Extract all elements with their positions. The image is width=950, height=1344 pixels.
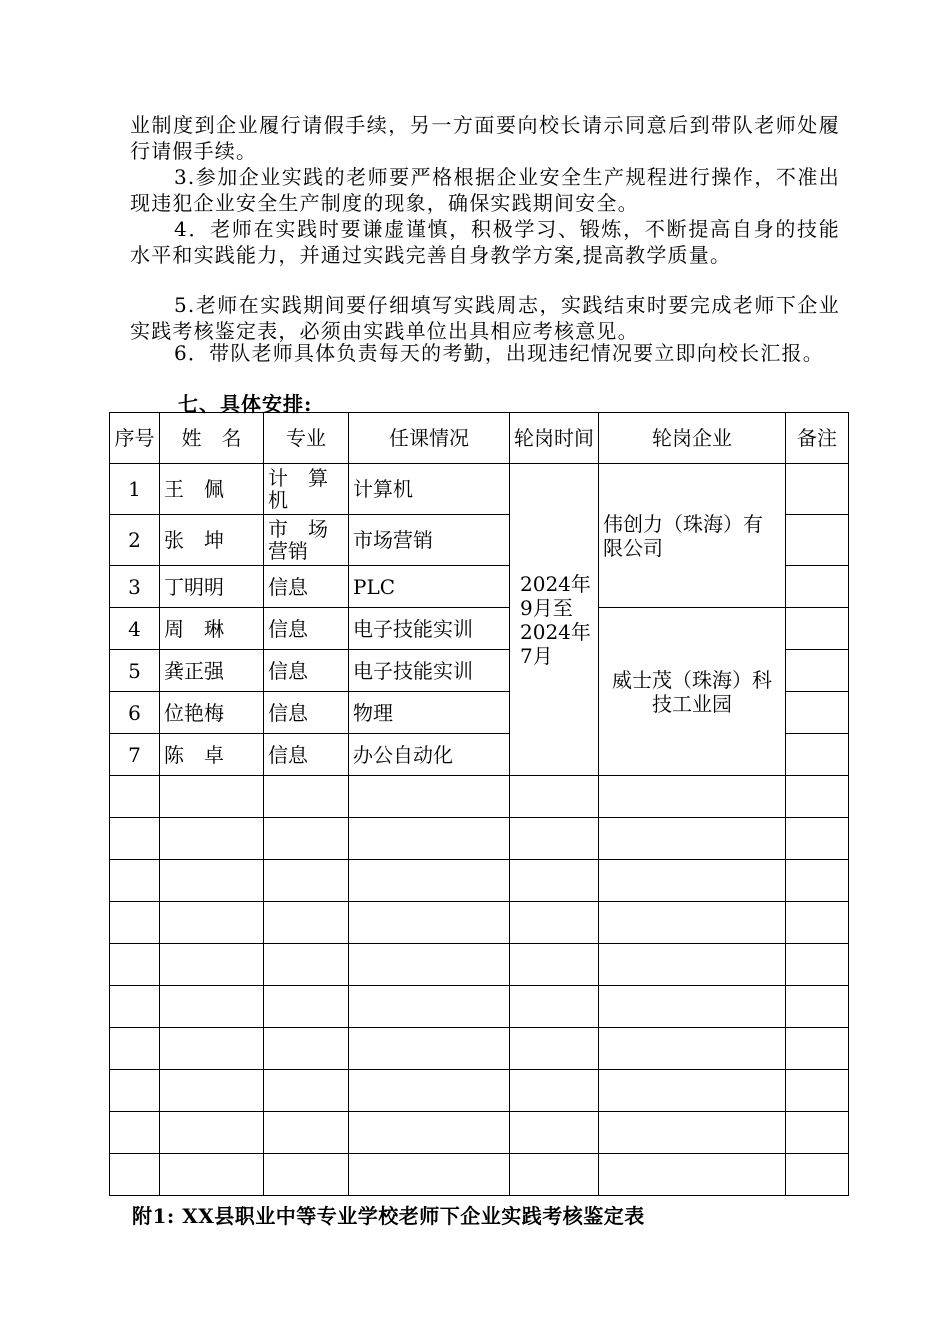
cell-seq: 7: [110, 734, 160, 776]
empty-cell: [160, 902, 264, 944]
empty-cell: [510, 1154, 599, 1196]
cell-remark: [786, 650, 849, 692]
empty-cell: [510, 902, 599, 944]
empty-cell: [160, 1154, 264, 1196]
empty-cell: [264, 902, 349, 944]
empty-cell: [599, 902, 786, 944]
table-row: [110, 608, 849, 650]
empty-cell: [160, 1028, 264, 1070]
cell-seq: 2: [110, 515, 160, 566]
cell-rotation-time: 2024年9月至2024年7月: [510, 464, 599, 776]
empty-cell: [599, 986, 786, 1028]
empty-cell: [349, 1070, 510, 1112]
cell-major: 信息: [264, 692, 349, 734]
empty-table-row: [110, 818, 849, 860]
empty-cell: [510, 944, 599, 986]
empty-cell: [160, 818, 264, 860]
cell-seq: 4: [110, 608, 160, 650]
empty-cell: [110, 986, 160, 1028]
cell-course: 物理: [349, 692, 510, 734]
empty-cell: [264, 1154, 349, 1196]
cell-major: 信息: [264, 650, 349, 692]
cell-course: 电子技能实训: [349, 608, 510, 650]
empty-table-row: [110, 1112, 849, 1154]
arrangement-table: [109, 412, 849, 1196]
empty-cell: [160, 1070, 264, 1112]
empty-cell: [599, 818, 786, 860]
cell-remark: [786, 608, 849, 650]
empty-cell: [599, 1070, 786, 1112]
empty-table-row: [110, 1070, 849, 1112]
empty-cell: [349, 986, 510, 1028]
empty-cell: [510, 776, 599, 818]
empty-cell: [786, 1154, 849, 1196]
empty-cell: [786, 986, 849, 1028]
empty-cell: [349, 902, 510, 944]
cell-major: 计 算机: [264, 464, 349, 515]
header-time: 轮岗时间: [510, 413, 599, 464]
empty-cell: [599, 1028, 786, 1070]
paragraph-rule-3: 3.参加企业实践的老师要严格根据企业安全生产规程进行操作，不准出现违犯企业安全生产制度的现象，确保实践期间安全。: [130, 165, 840, 215]
empty-cell: [264, 776, 349, 818]
cell-remark: [786, 734, 849, 776]
empty-cell: [786, 1112, 849, 1154]
empty-cell: [349, 776, 510, 818]
empty-cell: [510, 1028, 599, 1070]
cell-remark: [786, 464, 849, 515]
empty-cell: [510, 1112, 599, 1154]
empty-cell: [110, 1154, 160, 1196]
empty-table-row: [110, 944, 849, 986]
empty-cell: [349, 1112, 510, 1154]
empty-cell: [786, 776, 849, 818]
empty-cell: [110, 902, 160, 944]
header-course: 任课情况: [349, 413, 510, 464]
paragraph-rule-6: 6．带队老师具体负责每天的考勤，出现违纪情况要立即向校长汇报。: [174, 341, 824, 365]
empty-cell: [160, 860, 264, 902]
empty-cell: [264, 860, 349, 902]
empty-rows: [110, 776, 849, 1196]
empty-cell: [349, 818, 510, 860]
cell-name: 位艳梅: [160, 692, 264, 734]
cell-seq: 1: [110, 464, 160, 515]
header-name: 姓 名: [160, 413, 264, 464]
empty-cell: [264, 944, 349, 986]
empty-cell: [510, 818, 599, 860]
empty-cell: [510, 860, 599, 902]
empty-cell: [349, 860, 510, 902]
cell-course: 计算机: [349, 464, 510, 515]
header-remark: 备注: [786, 413, 849, 464]
empty-table-row: [110, 986, 849, 1028]
empty-cell: [510, 1070, 599, 1112]
empty-cell: [110, 776, 160, 818]
empty-cell: [264, 1070, 349, 1112]
cell-company-1: 伟创力（珠海）有限公司: [599, 464, 786, 608]
empty-cell: [599, 1112, 786, 1154]
cell-company-2: 威士茂（珠海）科技工业园: [599, 608, 786, 776]
empty-cell: [786, 902, 849, 944]
empty-cell: [110, 860, 160, 902]
empty-cell: [349, 1154, 510, 1196]
cell-major: 信息: [264, 608, 349, 650]
empty-cell: [599, 944, 786, 986]
cell-major: 市 场营销: [264, 515, 349, 566]
empty-cell: [786, 818, 849, 860]
appendix-note: 附1: XX县职业中等专业学校老师下企业实践考核鉴定表: [132, 1204, 645, 1228]
empty-cell: [349, 944, 510, 986]
cell-name: 丁明明: [160, 566, 264, 608]
empty-table-row: [110, 776, 849, 818]
cell-seq: 5: [110, 650, 160, 692]
empty-cell: [349, 1028, 510, 1070]
empty-cell: [599, 860, 786, 902]
header-seq: 序号: [110, 413, 160, 464]
paragraph-rule-4: 4．老师在实践时要谦虚谨慎，积极学习、锻炼，不断提高自身的技能水平和实践能力，并通过实践完善自身教学方案,提高教学质量。: [130, 217, 840, 267]
empty-cell: [786, 1028, 849, 1070]
empty-cell: [110, 944, 160, 986]
cell-remark: [786, 566, 849, 608]
cell-major: 信息: [264, 566, 349, 608]
cell-remark: [786, 692, 849, 734]
header-company: 轮岗企业: [599, 413, 786, 464]
cell-seq: 6: [110, 692, 160, 734]
empty-cell: [160, 776, 264, 818]
header-major: 专业: [264, 413, 349, 464]
table-row: [110, 464, 849, 515]
empty-cell: [110, 1070, 160, 1112]
header-row: [110, 413, 849, 464]
cell-name: 陈 卓: [160, 734, 264, 776]
empty-cell: [110, 1112, 160, 1154]
empty-table-row: [110, 860, 849, 902]
empty-cell: [599, 776, 786, 818]
cell-major: 信息: [264, 734, 349, 776]
empty-table-row: [110, 1028, 849, 1070]
cell-name: 张 坤: [160, 515, 264, 566]
empty-table-row: [110, 902, 849, 944]
empty-cell: [110, 1028, 160, 1070]
empty-cell: [786, 860, 849, 902]
empty-cell: [160, 1112, 264, 1154]
empty-cell: [264, 986, 349, 1028]
cell-course: 办公自动化: [349, 734, 510, 776]
empty-cell: [264, 1112, 349, 1154]
empty-cell: [786, 1070, 849, 1112]
empty-cell: [110, 818, 160, 860]
empty-cell: [160, 986, 264, 1028]
paragraph-rule-5: 5.老师在实践期间要仔细填写实践周志，实践结束时要完成老师下企业实践考核鉴定表，必须由实践单位出具相应考核意见。: [130, 293, 840, 343]
empty-cell: [510, 986, 599, 1028]
empty-table-row: [110, 1154, 849, 1196]
cell-seq: 3: [110, 566, 160, 608]
cell-remark: [786, 515, 849, 566]
section-heading: 七、具体安排:: [178, 392, 313, 416]
cell-course: 电子技能实训: [349, 650, 510, 692]
empty-cell: [786, 944, 849, 986]
cell-name: 龚正强: [160, 650, 264, 692]
cell-course: PLC: [349, 566, 510, 608]
empty-cell: [264, 1028, 349, 1070]
cell-name: 王 佩: [160, 464, 264, 515]
empty-cell: [599, 1154, 786, 1196]
paragraph-leave-procedure: 业制度到企业履行请假手续，另一方面要向校长请示同意后到带队老师处履行请假手续。: [130, 113, 840, 163]
cell-name: 周 琳: [160, 608, 264, 650]
cell-course: 市场营销: [349, 515, 510, 566]
empty-cell: [160, 944, 264, 986]
empty-cell: [264, 818, 349, 860]
